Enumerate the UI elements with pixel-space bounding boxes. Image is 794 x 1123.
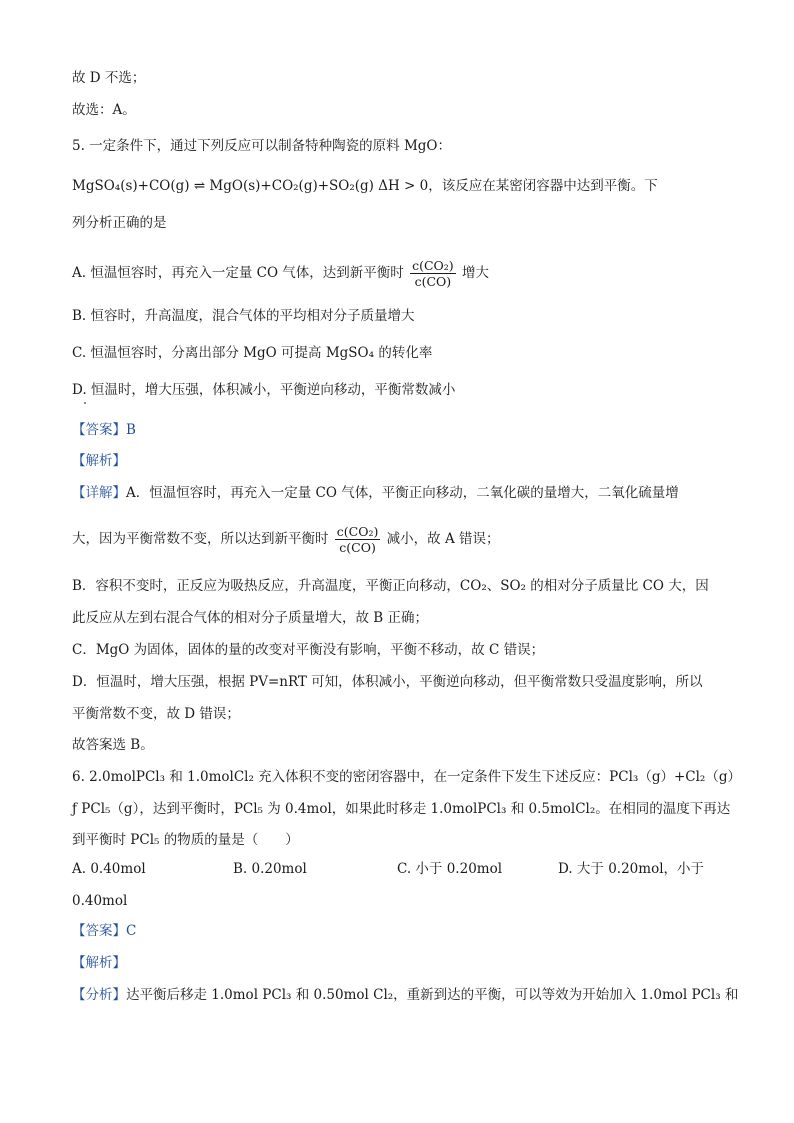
detail-text: A．恒温恒容时，再充入一定量 CO 气体，平衡正向移动，二氧化碳的量增大，二氧化硫量增	[126, 485, 679, 501]
stray-dot	[84, 402, 86, 404]
concentration-fraction	[335, 524, 381, 555]
answer-label: 【答案】C	[72, 923, 137, 939]
option-c: C. 恒温恒容时，分离出部分 MgO 可提高 MgSO₄ 的转化率	[72, 345, 433, 361]
text-line: 故选：A。	[72, 102, 136, 118]
explanation-d-cont: 平衡常数不变，故 D 错误；	[72, 706, 240, 722]
question-6-stem: 6. 2.0molPCl₃ 和 1.0molCl₂ 充入体积不变的密闭容器中，在一定条件下发生下述反应：PCl₃（g）+Cl₂（g）	[72, 769, 741, 785]
analysis-subtext: 达平衡后移走 1.0mol PCl₃ 和 0.50mol Cl₂，重新到达的平衡，可以等效为开始加入 1.0mol PCl₃ 和	[126, 987, 739, 1003]
explanation-d: D．恒温时，增大压强，根据 PV=nRT 可知，体积减小，平衡逆向移动，但平衡常数只受温度影响，所以	[72, 674, 703, 690]
explanation-b-cont: 此反应从左到右混合气体的相对分子质量增大，故 B 正确；	[72, 610, 429, 626]
explanation-a	[72, 483, 679, 503]
fraction-numerator: c(CO₂)	[412, 258, 454, 273]
option-a-text: A. 恒温恒容时，再充入一定量 CO 气体，达到新平衡时	[72, 265, 404, 281]
explanation-a-cont	[72, 524, 500, 555]
analysis-text	[72, 985, 738, 1005]
analysis-subtag: 【分析】	[72, 987, 126, 1003]
text-line: 列分析正确的是	[72, 215, 167, 231]
option-c: C. 小于 0.20mol	[397, 861, 503, 877]
explanation-a-suffix: 减小，故 A 错误；	[386, 531, 500, 547]
explanation-c: C．MgO 为固体，固体的量的改变对平衡没有影响，平衡不移动，故 C 错误；	[72, 642, 545, 658]
option-d-cont: 0.40mol	[72, 893, 128, 909]
option-b: B. 0.20mol	[233, 861, 307, 877]
reaction-equation: MgSO₄(s)+CO(g) ⇌ MgO(s)+CO₂(g)+SO₂(g) ΔH > 0，该反应在某密闭容器中达到平衡。下	[72, 178, 658, 194]
answer-label: 【答案】B	[72, 422, 136, 438]
explanation-b: B．容积不变时，正反应为吸热反应，升高温度，平衡正向移动，CO₂、SO₂ 的相对分子质量比 CO 大，因	[72, 578, 709, 594]
text-line: 故 D 不选；	[72, 70, 146, 86]
fraction-denominator: c(CO)	[339, 540, 376, 555]
detail-tag: 【详解】	[72, 485, 126, 501]
analysis-label: 【解析】	[72, 955, 126, 971]
conclusion: 故答案选 B。	[72, 737, 154, 753]
analysis-label: 【解析】	[72, 453, 126, 469]
option-a-suffix: 增大	[461, 265, 489, 281]
concentration-fraction	[410, 258, 456, 289]
option-a	[72, 258, 489, 289]
option-a: A. 0.40mol	[72, 861, 146, 877]
option-d: D. 大于 0.20mol，小于	[558, 861, 705, 877]
question-5-stem: 5. 一定条件下，通过下列反应可以制备特种陶瓷的原料 MgO：	[72, 138, 451, 154]
explanation-a-text: 大，因为平衡常数不变，所以达到新平衡时	[72, 531, 329, 547]
option-d: D. 恒温时，增大压强，体积减小，平衡逆向移动，平衡常数减小	[72, 382, 456, 398]
analysis-text-body	[72, 987, 738, 1003]
question-6-stem-end: 到平衡时 PCl₅ 的物质的量是（ ）	[72, 832, 299, 848]
fraction-numerator: c(CO₂)	[336, 524, 379, 539]
fraction-denominator: c(CO)	[414, 274, 452, 289]
question-6-stem-cont: ƒ PCl₅（g），达到平衡时，PCl₅ 为 0.4mol，如果此时移走 1.0molPCl₃ 和 0.5molCl₂。在相同的温度下再达	[72, 801, 731, 817]
option-b: B. 恒容时，升高温度，混合气体的平均相对分子质量增大	[72, 308, 415, 324]
